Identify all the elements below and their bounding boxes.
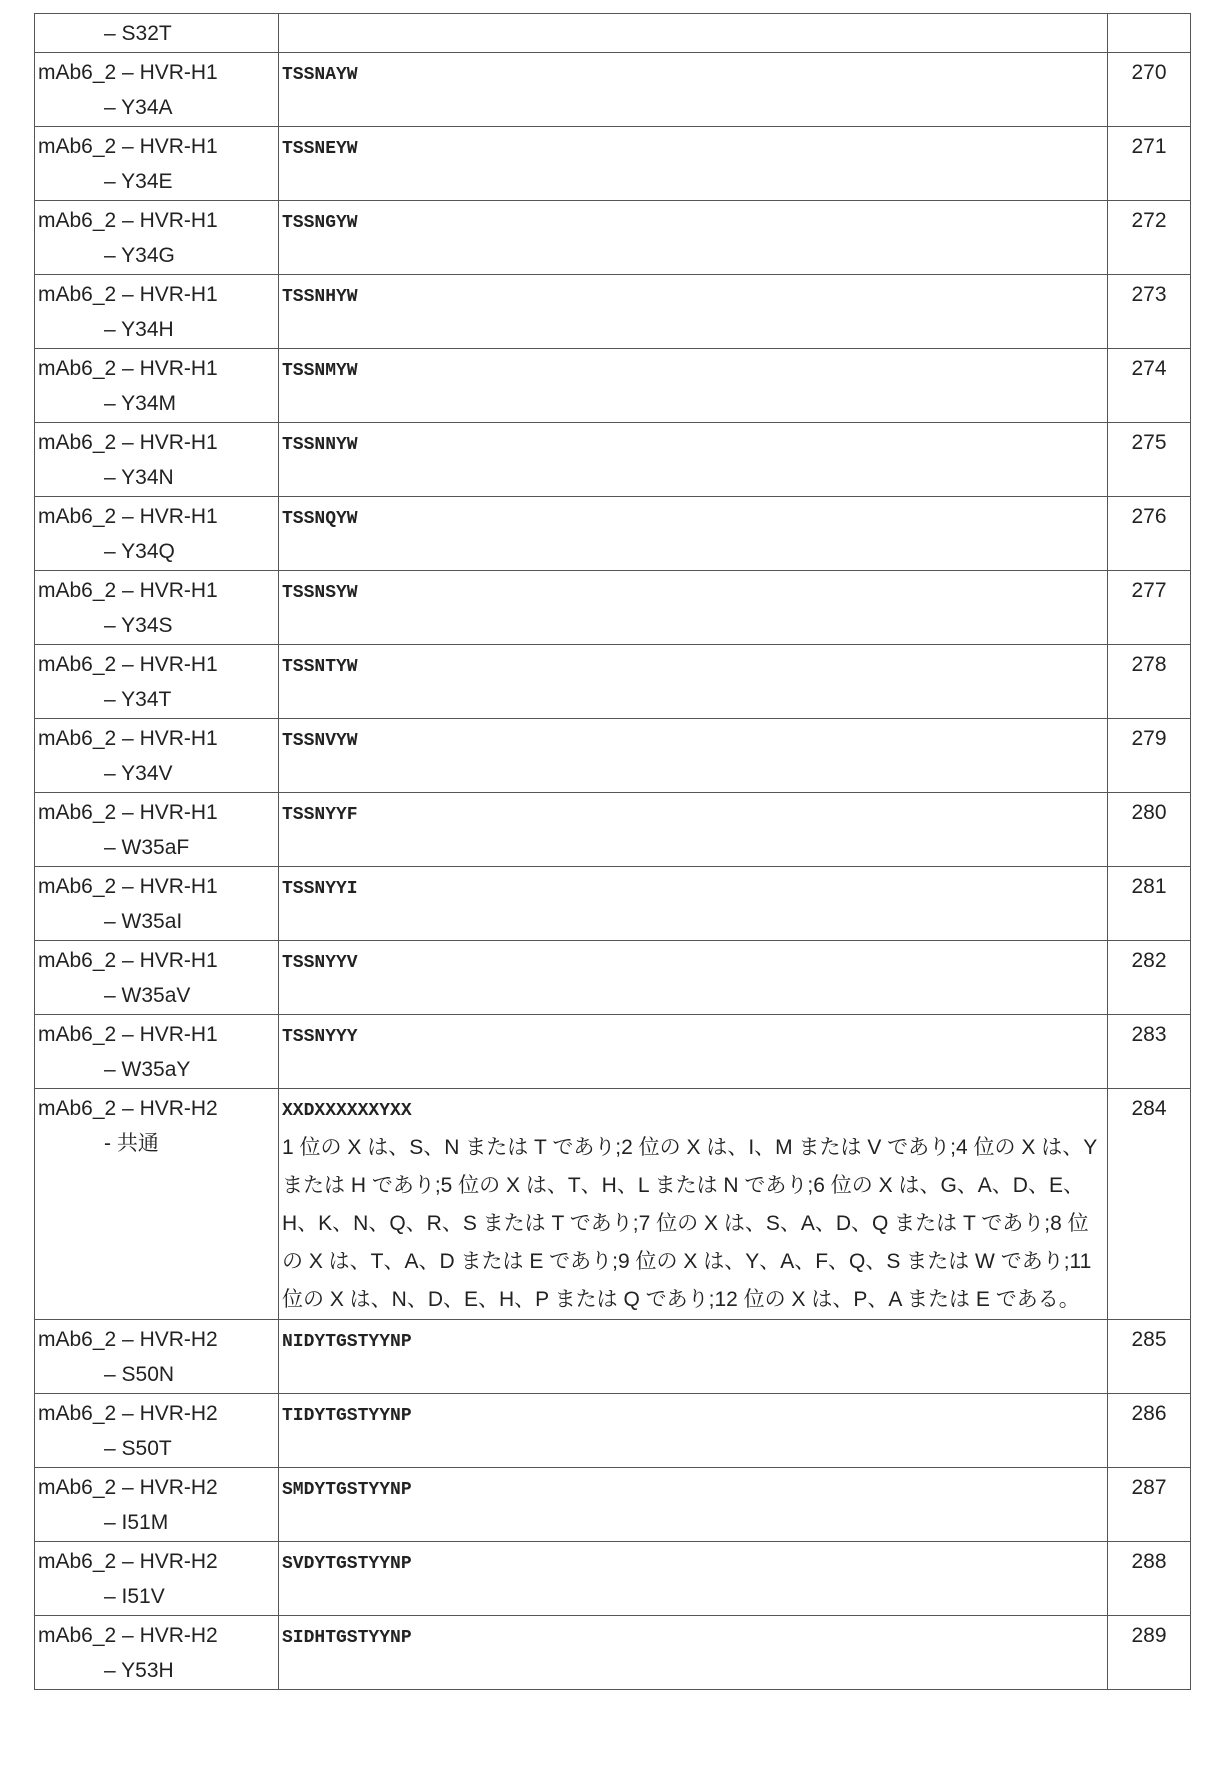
- seq-id: 281: [1131, 875, 1166, 898]
- mutation-label: – W35aY: [38, 1052, 275, 1087]
- seq-id-cell: [1108, 1320, 1191, 1394]
- seq-id-cell: [1108, 275, 1191, 349]
- table-row: [35, 349, 1191, 423]
- table-row: [35, 497, 1191, 571]
- mutation-label: - 共通: [38, 1126, 275, 1161]
- name-cell: [35, 497, 279, 571]
- seq-id-cell: [1108, 14, 1191, 53]
- name-cell: [35, 1320, 279, 1394]
- seq-id-cell: [1108, 127, 1191, 201]
- sequence: TSSNYYF: [282, 805, 358, 825]
- seq-id: 272: [1131, 209, 1166, 232]
- seq-id: 282: [1131, 949, 1166, 972]
- seq-id: 277: [1131, 579, 1166, 602]
- table-row: [35, 941, 1191, 1015]
- antibody-name: mAb6_2 – HVR-H2: [38, 1470, 275, 1505]
- sequence: TSSNYYY: [282, 1027, 358, 1047]
- mutation-label: – Y34S: [38, 608, 275, 643]
- antibody-name: mAb6_2 – HVR-H1: [38, 869, 275, 904]
- sequence: NIDYTGSTYYNP: [282, 1332, 412, 1352]
- antibody-name: mAb6_2 – HVR-H1: [38, 1017, 275, 1052]
- table-row: [35, 14, 1191, 53]
- seq-id-cell: [1108, 1089, 1191, 1320]
- seq-id: 273: [1131, 283, 1166, 306]
- table-row: [35, 1542, 1191, 1616]
- sequence: TSSNNYW: [282, 435, 358, 455]
- table-row: [35, 127, 1191, 201]
- mutation-label: – Y34E: [38, 164, 275, 199]
- sequence-cell: [279, 349, 1108, 423]
- seq-id: 270: [1131, 61, 1166, 84]
- seq-id-cell: [1108, 1542, 1191, 1616]
- seq-id: 280: [1131, 801, 1166, 824]
- mutation-label: – Y34G: [38, 238, 275, 273]
- seq-id: 284: [1131, 1097, 1166, 1120]
- antibody-name: mAb6_2 – HVR-H2: [38, 1091, 275, 1126]
- sequence: TSSNYYI: [282, 879, 358, 899]
- sequence: TSSNEYW: [282, 139, 358, 159]
- antibody-name: mAb6_2 – HVR-H1: [38, 203, 275, 238]
- antibody-name: mAb6_2 – HVR-H1: [38, 351, 275, 386]
- seq-id: 283: [1131, 1023, 1166, 1046]
- seq-id: 278: [1131, 653, 1166, 676]
- antibody-name: mAb6_2 – HVR-H1: [38, 499, 275, 534]
- table-row: [35, 1468, 1191, 1542]
- sequence-cell: [279, 423, 1108, 497]
- sequence-cell: [279, 941, 1108, 1015]
- name-cell: [35, 867, 279, 941]
- name-cell: [35, 349, 279, 423]
- antibody-name: mAb6_2 – HVR-H2: [38, 1322, 275, 1357]
- sequence: TSSNYYV: [282, 953, 358, 973]
- mutation-label: – Y34M: [38, 386, 275, 421]
- name-cell: [35, 719, 279, 793]
- name-cell: [35, 1015, 279, 1089]
- sequence: TSSNVYW: [282, 731, 358, 751]
- seq-id: 285: [1131, 1328, 1166, 1351]
- mutation-label: – Y34T: [38, 682, 275, 717]
- sequence-cell: [279, 1320, 1108, 1394]
- sequence: TSSNMYW: [282, 361, 358, 381]
- antibody-name: mAb6_2 – HVR-H1: [38, 129, 275, 164]
- table-row: [35, 1320, 1191, 1394]
- sequence: TSSNAYW: [282, 65, 358, 85]
- table-row: [35, 1394, 1191, 1468]
- mutation-label: – S50N: [38, 1357, 275, 1392]
- name-cell: [35, 53, 279, 127]
- table-row: [35, 201, 1191, 275]
- seq-id-cell: [1108, 497, 1191, 571]
- sequence-cell: [279, 1616, 1108, 1690]
- sequence: TIDYTGSTYYNP: [282, 1406, 412, 1426]
- sequence: TSSNGYW: [282, 213, 358, 233]
- table-row: [35, 867, 1191, 941]
- antibody-name: mAb6_2 – HVR-H1: [38, 943, 275, 978]
- sequence: SMDYTGSTYYNP: [282, 1480, 412, 1500]
- name-cell: [35, 941, 279, 1015]
- antibody-name: mAb6_2 – HVR-H1: [38, 647, 275, 682]
- name-cell: [35, 127, 279, 201]
- seq-id: 286: [1131, 1402, 1166, 1425]
- antibody-name: mAb6_2 – HVR-H1: [38, 277, 275, 312]
- sequence-cell: [279, 53, 1108, 127]
- name-cell: [35, 645, 279, 719]
- seq-id-cell: [1108, 1015, 1191, 1089]
- mutation-label: – S50T: [38, 1431, 275, 1466]
- seq-id: 288: [1131, 1550, 1166, 1573]
- table-row: [35, 719, 1191, 793]
- sequence-cell: [279, 1542, 1108, 1616]
- mutation-label: – Y34N: [38, 460, 275, 495]
- name-cell: [35, 571, 279, 645]
- sequence-cell: [279, 1468, 1108, 1542]
- seq-id-cell: [1108, 1394, 1191, 1468]
- mutation-label: – Y34V: [38, 756, 275, 791]
- mutation-label: – Y34Q: [38, 534, 275, 569]
- seq-id-cell: [1108, 1468, 1191, 1542]
- sequence-cell: [279, 1394, 1108, 1468]
- table-row: [35, 1089, 1191, 1320]
- name-cell: [35, 423, 279, 497]
- seq-id: 289: [1131, 1624, 1166, 1647]
- table-row: [35, 1015, 1191, 1089]
- sequence-cell: [279, 14, 1108, 53]
- sequence: XXDXXXXXXYXX: [282, 1101, 412, 1121]
- antibody-name: mAb6_2 – HVR-H2: [38, 1396, 275, 1431]
- sequence-table: [34, 13, 1191, 1690]
- sequence-description: 1 位の X は、S、N または T であり;2 位の X は、I、M または V であり;4 位の X は、Y または H であり;5 位の X は、T、H、L または N であり;6 位の X は、G、A、D、E、H、K、N、Q、R、S または T であり;7 位の X は、S、A、D、Q または T であり;8 位の X は、T、A、D または E であり;9 位の X は、Y、A、F、Q、S または W であり;11 位の X は、N、D、E、H、P または Q であり;12 位の X は、P、A または E である。: [282, 1129, 1104, 1319]
- seq-id-cell: [1108, 423, 1191, 497]
- name-cell: [35, 275, 279, 349]
- antibody-name: mAb6_2 – HVR-H1: [38, 721, 275, 756]
- name-cell: [35, 793, 279, 867]
- mutation-label: – S32T: [38, 16, 275, 51]
- sequence: TSSNSYW: [282, 583, 358, 603]
- table-row: [35, 275, 1191, 349]
- seq-id-cell: [1108, 867, 1191, 941]
- seq-id-cell: [1108, 941, 1191, 1015]
- name-cell: [35, 1089, 279, 1320]
- antibody-name: mAb6_2 – HVR-H1: [38, 573, 275, 608]
- seq-id: 276: [1131, 505, 1166, 528]
- mutation-label: – Y53H: [38, 1653, 275, 1688]
- name-cell: [35, 1616, 279, 1690]
- mutation-label: – W35aF: [38, 830, 275, 865]
- seq-id-cell: [1108, 645, 1191, 719]
- sequence-cell: [279, 497, 1108, 571]
- sequence-cell: [279, 719, 1108, 793]
- table-row: [35, 423, 1191, 497]
- name-cell: [35, 14, 279, 53]
- table-row: [35, 571, 1191, 645]
- mutation-label: – W35aV: [38, 978, 275, 1013]
- seq-id-cell: [1108, 53, 1191, 127]
- mutation-label: – I51V: [38, 1579, 275, 1614]
- antibody-name: mAb6_2 – HVR-H1: [38, 425, 275, 460]
- sequence-cell: [279, 867, 1108, 941]
- seq-id: 274: [1131, 357, 1166, 380]
- name-cell: [35, 1394, 279, 1468]
- name-cell: [35, 201, 279, 275]
- antibody-name: mAb6_2 – HVR-H2: [38, 1618, 275, 1653]
- mutation-label: – I51M: [38, 1505, 275, 1540]
- mutation-label: – Y34H: [38, 312, 275, 347]
- antibody-name: mAb6_2 – HVR-H1: [38, 795, 275, 830]
- sequence-cell: [279, 793, 1108, 867]
- mutation-label: – W35aI: [38, 904, 275, 939]
- sequence-cell: [279, 127, 1108, 201]
- sequence: TSSNQYW: [282, 509, 358, 529]
- seq-id: 287: [1131, 1476, 1166, 1499]
- seq-id-cell: [1108, 1616, 1191, 1690]
- seq-id-cell: [1108, 793, 1191, 867]
- sequence-cell: [279, 571, 1108, 645]
- seq-id-cell: [1108, 201, 1191, 275]
- sequence-cell: [279, 1015, 1108, 1089]
- sequence: TSSNHYW: [282, 287, 358, 307]
- seq-id-cell: [1108, 719, 1191, 793]
- table-row: [35, 645, 1191, 719]
- sequence-cell: [279, 201, 1108, 275]
- sequence: TSSNTYW: [282, 657, 358, 677]
- table-row: [35, 53, 1191, 127]
- table-row: [35, 793, 1191, 867]
- sequence: SVDYTGSTYYNP: [282, 1554, 412, 1574]
- seq-id: 279: [1131, 727, 1166, 750]
- sequence-cell: [279, 1089, 1108, 1320]
- seq-id: 275: [1131, 431, 1166, 454]
- antibody-name: mAb6_2 – HVR-H2: [38, 1544, 275, 1579]
- antibody-name: mAb6_2 – HVR-H1: [38, 55, 275, 90]
- mutation-label: – Y34A: [38, 90, 275, 125]
- sequence: SIDHTGSTYYNP: [282, 1628, 412, 1648]
- seq-id-cell: [1108, 349, 1191, 423]
- table-row: [35, 1616, 1191, 1690]
- name-cell: [35, 1542, 279, 1616]
- seq-id: 271: [1131, 135, 1166, 158]
- seq-id-cell: [1108, 571, 1191, 645]
- sequence-cell: [279, 645, 1108, 719]
- name-cell: [35, 1468, 279, 1542]
- sequence-cell: [279, 275, 1108, 349]
